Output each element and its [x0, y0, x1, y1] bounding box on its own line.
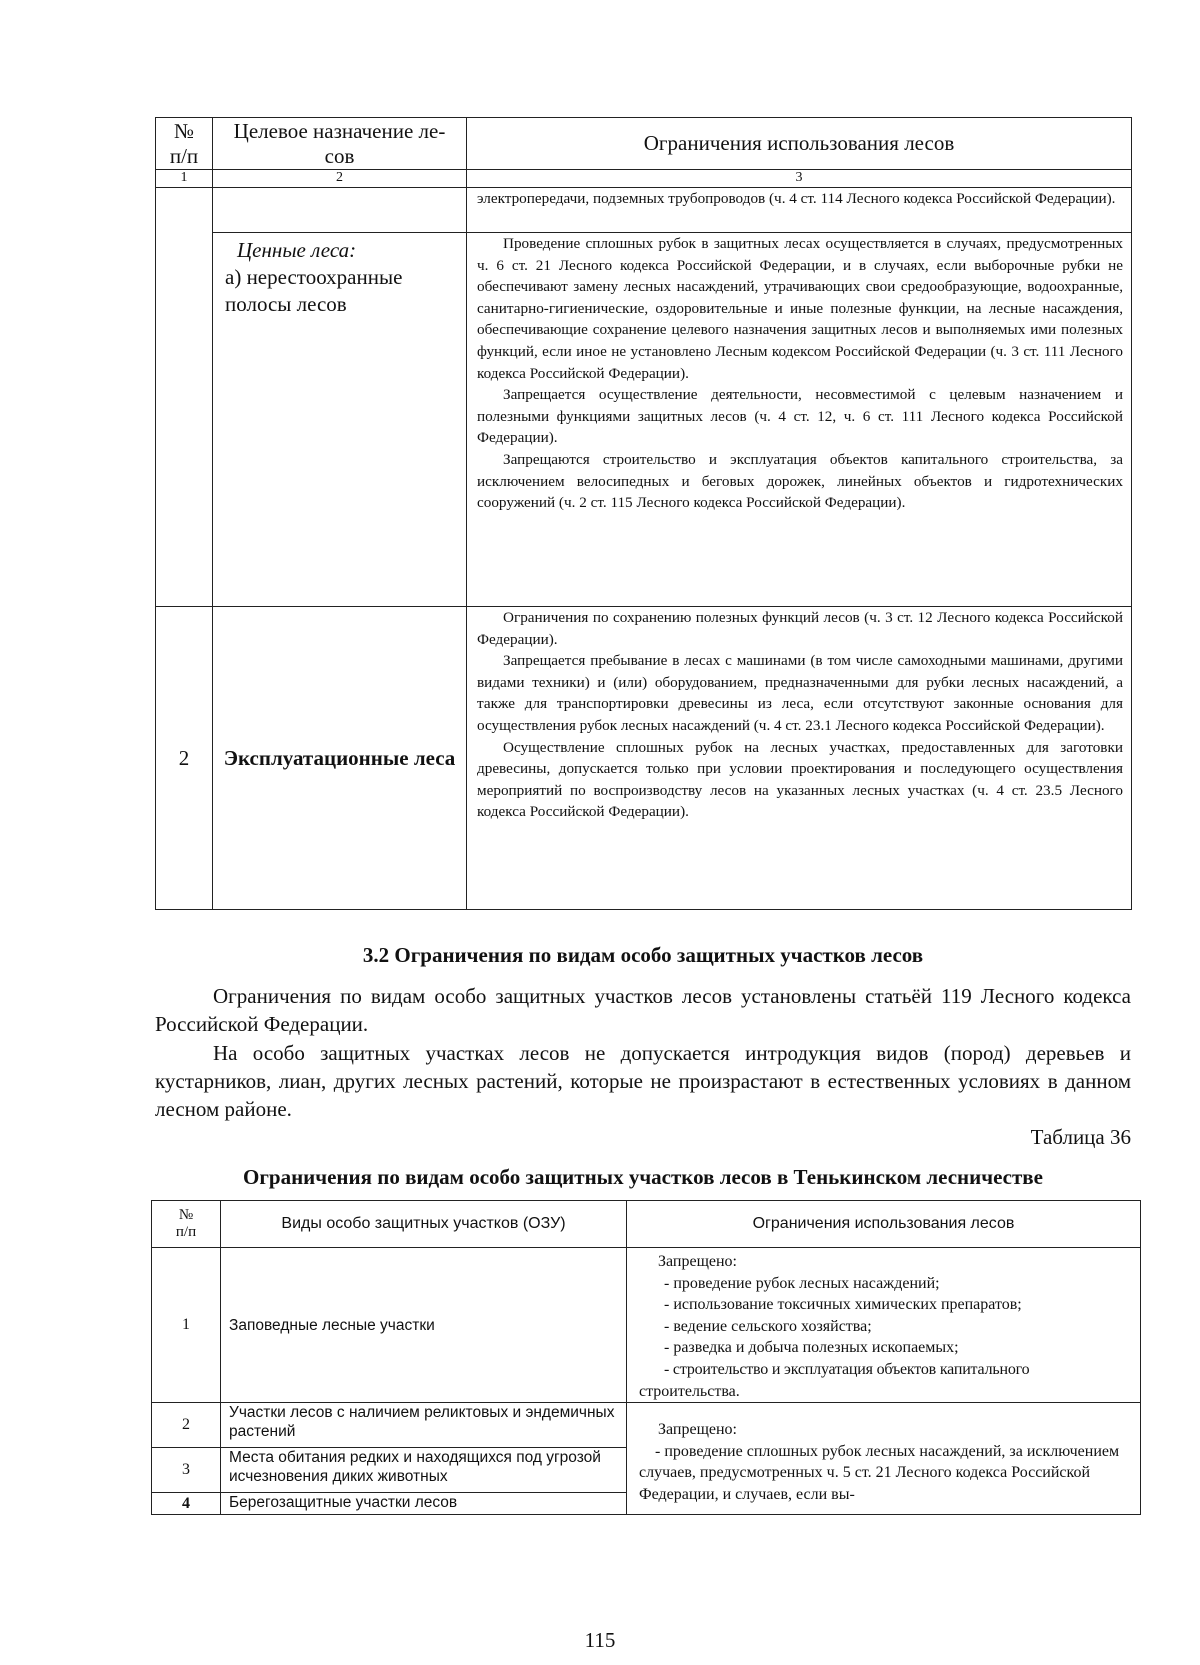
table2-num-cell: 1 — [152, 1248, 221, 1403]
table1-row-valuable — [156, 233, 1132, 607]
forest-purpose-table — [155, 117, 1132, 910]
table2-num-cell: 4 — [152, 1493, 221, 1515]
table1-row-exploitation — [156, 607, 1132, 910]
table1-num-cell — [156, 188, 213, 607]
table-row — [152, 1248, 1141, 1403]
prohibition-item: - разведка и добыча полезных ископаемых; — [664, 1339, 959, 1357]
table1-header-restrictions: Ограничения использования лесов — [467, 118, 1132, 170]
restriction-paragraph: Осуществление сплошных рубок на лесных участках, предоставленных для заготовки древесины, допускается только при условии проектирования и последующего осуществления мероприятий по воспроизводству лесов на указанных лесных участках (ч. 4 ст. 23.5 Лесного кодекса Российской Федерации). — [477, 738, 1123, 821]
table-caption: Ограничения по видам особо защитных участков лесов в Тенькинском лесничестве — [243, 1165, 1043, 1189]
body-paragraph: Ограничения по видам особо защитных участков лесов установлены статьёй 119 Лесного кодекса Российской Федерации. — [155, 984, 1131, 1036]
table1-header-purpose: Целевое назначение ле- сов — [213, 118, 467, 170]
table2-header-row — [152, 1201, 1141, 1248]
table1-num-cell: 2 — [156, 607, 213, 910]
table1-header-num: № п/п — [156, 118, 213, 170]
prohibition-item: - использование токсичных химических препаратов; — [664, 1296, 1022, 1314]
table1-purpose-cell — [213, 233, 467, 607]
restriction-paragraph: Запрещаются строительство и эксплуатация объектов капитального строительства, за исключением велосипедных и беговых дорожек, линейных объектов и гидротехнических сооружений (ч. 2 ст. 115 Лесного кодекса Российской Федерации). — [477, 450, 1123, 512]
section-title: 3.2 Ограничения по видам особо защитных участков лесов — [362, 943, 924, 967]
restriction-paragraph: Запрещается пребывание в лесах с машинами (в том числе самоходными машинами, другими видами техники) и (или) оборудованием, предназначенными для рубки лесных насаждений, а также для транспортировки древесины из леса, если отсутствуют законные основания для осуществления рубок лесных насаждений (ч. 4 ст. 23.1 Лесного кодекса Российской Федерации). — [477, 652, 1123, 734]
restriction-paragraph: Ограничения по сохранению полезных функций лесов (ч. 3 ст. 12 Лесного кодекса Российской Федерации). — [477, 609, 1123, 648]
table2-header-num: № п/п — [152, 1201, 221, 1248]
table2-type-cell: Участки лесов с наличием реликтовых и эндемичных растений — [221, 1403, 627, 1448]
continuation-text: электропередачи, подземных трубопроводов (ч. 4 ст. 114 Лесного кодекса Российской Федерации). — [477, 190, 1116, 207]
table1-purpose-cell: Эксплуатационные леса — [213, 607, 467, 910]
valuable-forests-title: Ценные леса: — [237, 238, 357, 262]
table1-header-row — [156, 118, 1132, 170]
prohibition-item: - проведение рубок лесных насаждений; — [664, 1274, 940, 1292]
prohibition-item: - проведение сплошных рубок лесных насаждений, за исключением случаев, предусмотренных ч. 5 ст. 21 Лесного кодекса Российской Федерации, и случаев, если вы- — [639, 1442, 1120, 1503]
table1-restrictions-cell — [467, 607, 1132, 910]
prohibition-item: - ведение сельского хозяйства; — [664, 1317, 872, 1335]
table1-purpose-cell — [213, 188, 467, 233]
table2-num-cell: 3 — [152, 1448, 221, 1493]
table2-header-type: Виды особо защитных участков (ОЗУ) — [221, 1201, 627, 1248]
table1-col-number: 2 — [213, 170, 467, 188]
table2-type-cell: Берегозащитные участки лесов — [221, 1493, 627, 1515]
table2-type-cell: Места обитания редких и находящихся под угрозой исчезновения диких животных — [221, 1448, 627, 1493]
body-paragraph: На особо защитных участках лесов не допускается интродукция видов (пород) деревьев и кустарников, лиан, других лесных растений, которые не произрастают в естественных условиях в данном лесном районе. — [155, 1041, 1131, 1121]
table2-restrictions-cell — [627, 1403, 1141, 1515]
table-label: Таблица 36 — [1030, 1125, 1131, 1149]
table2-num-cell: 2 — [152, 1403, 221, 1448]
prohibition-item: - строительство и эксплуатация объектов капитального — [664, 1360, 1030, 1378]
table1-row-continuation — [156, 188, 1132, 233]
table2-type-cell: Заповедные лесные участки — [221, 1248, 627, 1403]
table1-numbering-row — [156, 170, 1132, 188]
table1-col-number: 1 — [156, 170, 213, 188]
prohibition-title: Запрещено: — [658, 1253, 737, 1270]
protected-areas-table — [151, 1200, 1141, 1515]
restriction-paragraph: Проведение сплошных рубок в защитных лесах осуществляется в случаях, предусмотренных ч. 6 ст. 21 Лесного кодекса Российской Федерации, и в случаях, если выборочные рубки не обеспечивают замену лесных насаждений, утрачивающих свои средообразующие, водоохранные, санитарно-гигиенические, оздоровительные и иные полезные функции, на лесные насаждения, обеспечивающие сохранение целевого назначения защитных лесов и выполняемых ими полезных функций, если иное не установлено Лесным кодексом Российской Федерации (ч. 3 ст. 111 Лесного кодекса Российской Федерации). — [477, 235, 1123, 382]
page-number: 115 — [584, 1628, 616, 1652]
table1-restrictions-cell — [467, 188, 1132, 233]
table1-restrictions-cell — [467, 233, 1132, 607]
restriction-paragraph: Запрещается осуществление деятельности, несовместимой с целевым назначением и полезными функциями защитных лесов (ч. 4 ст. 12, ч. 6 ст. 111 Лесного кодекса Российской Федерации). — [477, 386, 1123, 447]
valuable-forests-subtype: а) нерестоохранные полосы лесов — [225, 265, 403, 316]
table-row — [152, 1403, 1141, 1448]
table1-col-number: 3 — [467, 170, 1132, 188]
table2-header-restrictions: Ограничения использования лесов — [627, 1201, 1141, 1248]
prohibition-item-tail: строительства. — [639, 1382, 740, 1400]
table2-restrictions-cell — [627, 1248, 1141, 1403]
prohibition-title: Запрещено: — [658, 1421, 737, 1439]
